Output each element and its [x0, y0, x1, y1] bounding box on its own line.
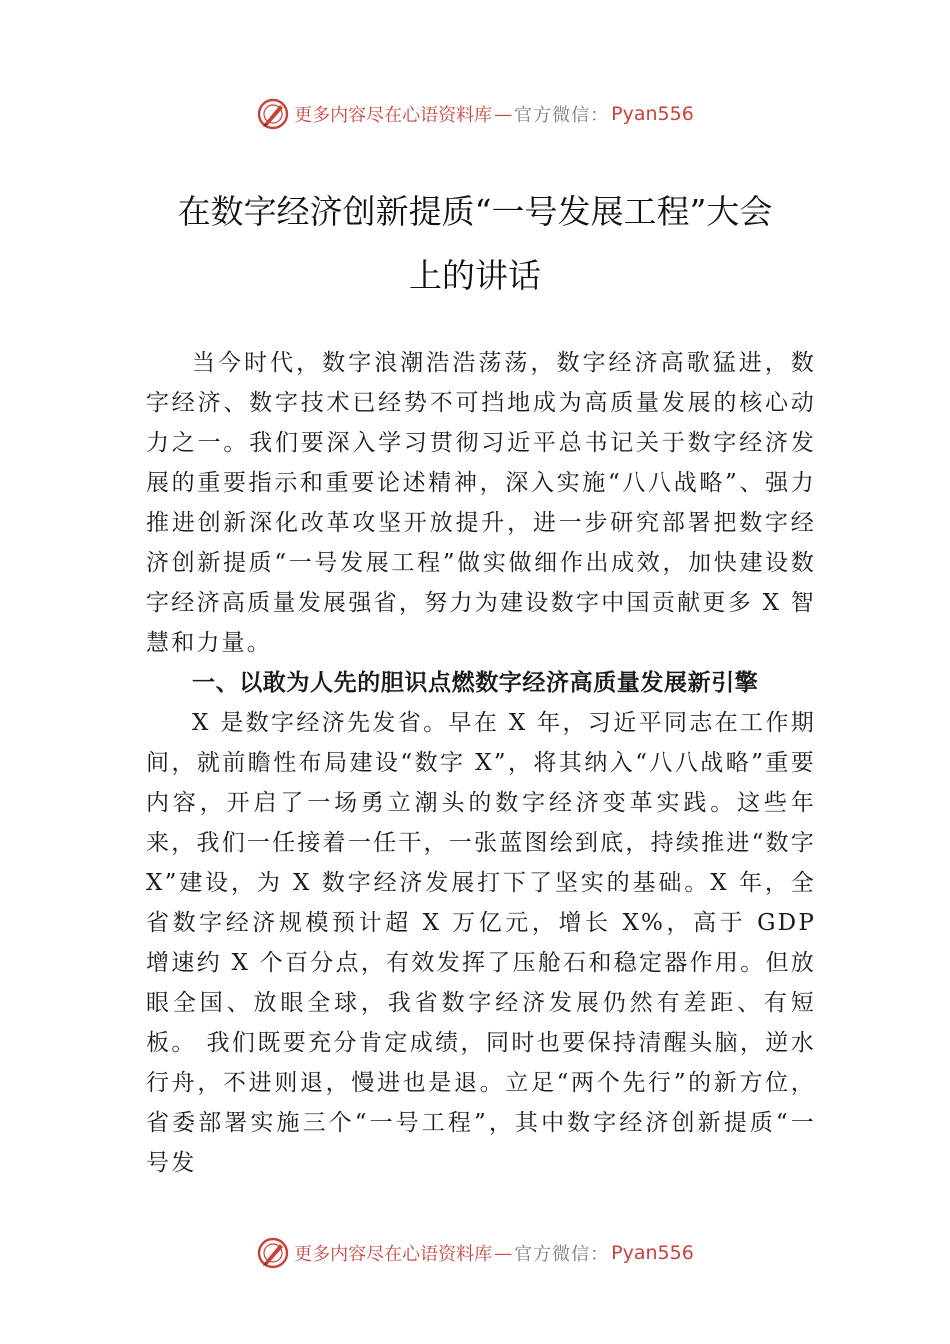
footer-banner — [0, 1233, 950, 1273]
document-body — [146, 343, 816, 1183]
banner-wechat-account: Pyan556 — [611, 1242, 694, 1264]
paragraph-section-1: X 是数字经济先发省。早在 X 年，习近平同志在工作期间，就前瞻性布局建设“数字 X”，将其纳入“八八战略”重要内容，开启了一场勇立潮头的数字经济变革实践。这些年来，我们一任接着一任干，一张蓝图绘到底，持续推进“数字 X”建设，为 X 数字经济发展打下了坚实的基础。X 年，全省数字经济规模预计超 X 万亿元，增长 X%，高于 GDP 增速约 X 个百分点，有效发挥了压舱石和稳定器作用。但放眼全国、放眼全球，我省数字经济发展仍然有差距、有短板。 我们既要充分肯定成绩，同时也要保持清醒头脑，逆水行舟，不进则退，慢进也是退。立足“两个先行”的新方位，省委部署实施三个“一号工程”，其中数字经济创新提质“一号发 — [146, 710, 816, 1176]
title-line-2: 上的讲话 — [409, 256, 541, 295]
banner-library-text: 更多内容尽在心语资料库 — [294, 1244, 493, 1265]
banner-wechat-label: 官方微信： — [514, 1244, 610, 1265]
section-heading-1: 一、以敢为人先的胆识点燃数字经济高质量发展新引擎 — [192, 670, 759, 696]
banner-dash: — — [494, 103, 513, 125]
banner-wechat-account: Pyan556 — [611, 103, 694, 125]
document-title — [0, 180, 950, 308]
pen-seal-logo-icon — [256, 97, 290, 131]
banner-dash: — — [494, 1242, 513, 1264]
header-banner — [0, 94, 950, 134]
pen-seal-logo-icon — [256, 1236, 290, 1270]
paragraph-intro: 当今时代，数字浪潮浩浩荡荡，数字经济高歌猛进，数字经济、数字技术已经势不可挡地成为高质量发展的核心动力之一。我们要深入学习贯彻习近平总书记关于数字经济发展的重要指示和重要论述精神，深入实施“八八战略”、强力推进创新深化改革攻坚开放提升，进一步研究部署把数字经济创新提质“一号发展工程”做实做细作出成效，加快建设数字经济高质量发展强省，努力为建设数字中国贡献更多 X 智慧和力量。 — [146, 350, 816, 656]
banner-library-text: 更多内容尽在心语资料库 — [294, 105, 493, 126]
title-line-1: 在数字经济创新提质“一号发展工程”大会 — [177, 192, 773, 231]
banner-wechat-label: 官方微信： — [514, 105, 610, 126]
